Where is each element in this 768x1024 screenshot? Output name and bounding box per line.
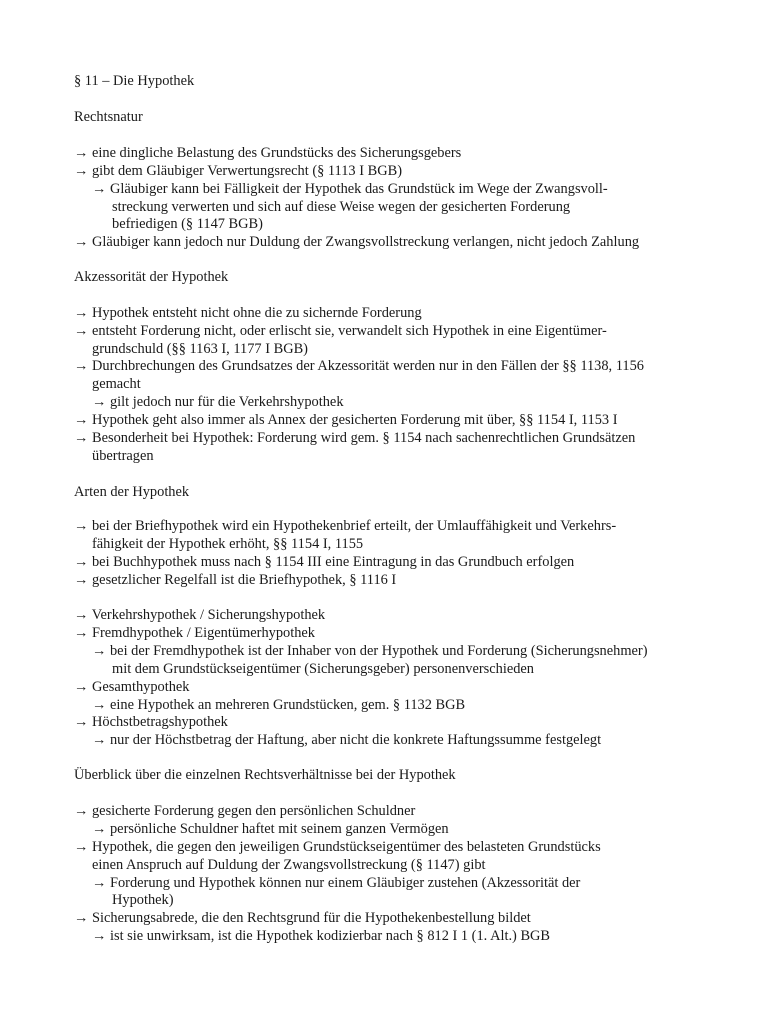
text-line: → Gläubiger kann bei Fälligkeit der Hypothek das Grundstück im Wege der Zwangsvoll- (92, 181, 608, 197)
text-line: Hypothek) (112, 892, 174, 908)
page-title: § 11 – Die Hypothek (74, 73, 195, 89)
section-heading-rechtsnatur: Rechtsnatur (74, 109, 143, 125)
text-line: gemacht (92, 376, 141, 392)
text-line: → bei der Briefhypothek wird ein Hypothekenbrief erteilt, der Umlauffähigkeit und Verkehrs- (74, 518, 617, 534)
text-line: → gibt dem Gläubiger Verwertungsrecht (§ 1113 I BGB) (74, 163, 402, 179)
text-line: mit dem Grundstückseigentümer (Sicherungsgeber) personenverschieden (112, 661, 534, 677)
text-line: → Durchbrechungen des Grundsatzes der Akzessorität werden nur in den Fällen der §§ 1138, 1156 (74, 358, 645, 374)
section-heading-akzessoritaet: Akzessorität der Hypothek (74, 269, 229, 285)
text-line: → nur der Höchstbetrag der Haftung, aber nicht die konkrete Haftungssumme festgelegt (92, 732, 602, 748)
text-line: → eine Hypothek an mehreren Grundstücken, gem. § 1132 BGB (92, 697, 466, 713)
text-line: → Forderung und Hypothek können nur einem Gläubiger zustehen (Akzessorität der (92, 875, 581, 891)
text-line: grundschuld (§§ 1163 I, 1177 I BGB) (92, 341, 308, 357)
text-line: → bei der Fremdhypothek ist der Inhaber von der Hypothek und Forderung (Sicherungsnehmer) (92, 643, 648, 659)
text-line: → Gläubiger kann jedoch nur Duldung der Zwangsvollstreckung verlangen, nicht jedoch Zahlung (74, 234, 640, 250)
text-line: → gesicherte Forderung gegen den persönlichen Schuldner (74, 803, 416, 819)
text-line: → ist sie unwirksam, ist die Hypothek kodizierbar nach § 812 I 1 (1. Alt.) BGB (92, 928, 551, 944)
text-line: → Fremdhypothek / Eigentümerhypothek (74, 625, 316, 641)
text-line: → gilt jedoch nur für die Verkehrshypothek (92, 394, 344, 410)
text-line: → eine dingliche Belastung des Grundstücks des Sicherungsgebers (74, 145, 462, 161)
section-heading-ueberblick: Überblick über die einzelnen Rechtsverhältnisse bei der Hypothek (74, 767, 456, 783)
text-line: → Gesamthypothek (74, 679, 190, 695)
text-line: fähigkeit der Hypothek erhöht, §§ 1154 I, 1155 (92, 536, 364, 552)
text-line: → Sicherungsabrede, die den Rechtsgrund für die Hypothekenbestellung bildet (74, 910, 531, 926)
section-heading-arten: Arten der Hypothek (74, 484, 190, 500)
text-line: übertragen (92, 448, 154, 464)
text-line: → Besonderheit bei Hypothek: Forderung wird gem. § 1154 nach sachenrechtlichen Grundsätzen (74, 430, 636, 446)
text-line: → persönliche Schuldner haftet mit seinem ganzen Vermögen (92, 821, 449, 837)
text-line: → Verkehrshypothek / Sicherungshypothek (74, 607, 326, 623)
text-line: streckung verwerten und sich auf diese Weise wegen der gesicherten Forderung (112, 199, 571, 215)
text-line: → Hypothek geht also immer als Annex der gesicherten Forderung mit über, §§ 1154 I, 1153 I (74, 412, 618, 428)
text-line: → Hypothek entsteht nicht ohne die zu sichernde Forderung (74, 305, 422, 321)
text-line: → Hypothek, die gegen den jeweiligen Grundstückseigentümer des belasteten Grundstücks (74, 839, 601, 855)
text-line: → gesetzlicher Regelfall ist die Briefhypothek, § 1116 I (74, 572, 397, 588)
text-line: → Höchstbetragshypothek (74, 714, 228, 730)
text-line: → entsteht Forderung nicht, oder erlischt sie, verwandelt sich Hypothek in eine Eigentümer- (74, 323, 607, 339)
text-line: einen Anspruch auf Duldung der Zwangsvollstreckung (§ 1147) gibt (92, 857, 486, 873)
text-line: befriedigen (§ 1147 BGB) (112, 216, 263, 232)
text-line: → bei Buchhypothek muss nach § 1154 III eine Eintragung in das Grundbuch erfolgen (74, 554, 575, 570)
